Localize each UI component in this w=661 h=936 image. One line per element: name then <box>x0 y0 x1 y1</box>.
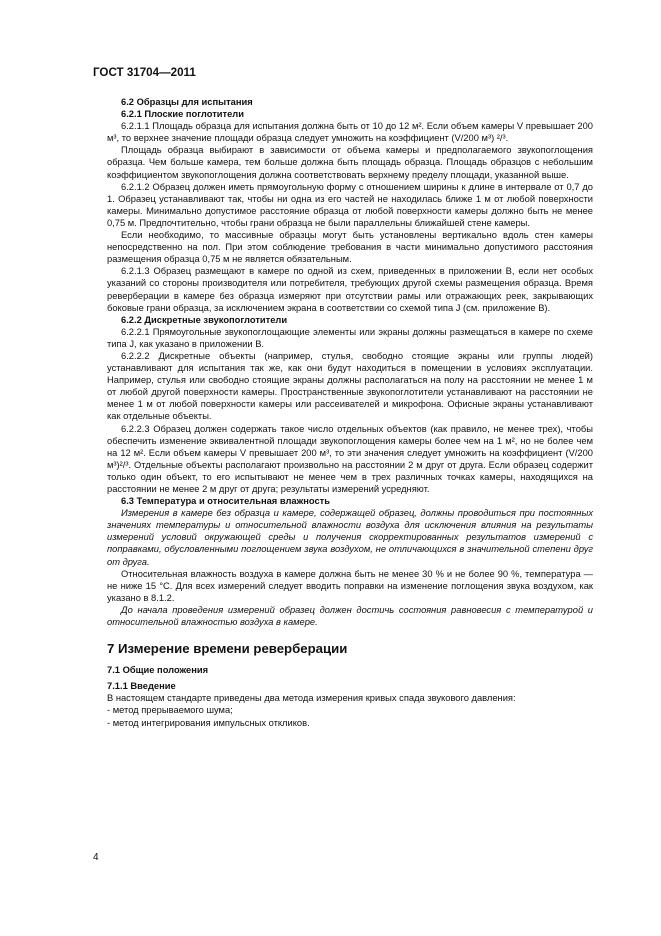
page-content <box>107 96 593 729</box>
paragraph-6-2-1-2b: Если необходимо, то массивные образцы могут быть установлены вертикально вдоль стен камеры непосредственно на пол. При этом соблюдение требования в части минимально допустимого расстояния размещения образца 0,75 м не является обязательным. <box>107 230 593 265</box>
section-7-1-1-title: 7.1.1 Введение <box>107 681 176 692</box>
section-7-1-title: 7.1 Общие положения <box>107 665 209 676</box>
section-7-title: 7 Измерение времени реверберации <box>107 641 348 657</box>
section-6-2-1-title: 6.2.1 Плоские поглотители <box>121 109 244 120</box>
paragraph-6-2-2-1: 6.2.2.1 Прямоугольные звукопоглощающие элементы или экраны должны размещаться в камере по схеме типа J, как указано в приложении В. <box>107 326 593 349</box>
section-6-2-title: 6.2 Образцы для испытания <box>121 97 253 107</box>
paragraph-6-2-1-1b: Площадь образца выбирают в зависимости от объема камеры и предполагаемого звукопоглощения образца. Чем больше камера, тем больше должна быть площадь образца. Площадь образцов с небольшим коэффициентом звукопоглощения должна соответствовать верхнему пределу площади, указанной выше. <box>107 145 593 180</box>
paragraph-6-2-1-3: 6.2.1.3 Образец размещают в камере по одной из схем, приведенных в приложении В, если нет особых указаний со стороны производителя или потребителя, требующих другой схемы размещения образца. Время реверберации в камере без образца измеряют при отсутствии рамы или отражающих реек, закрывающих боковые грани образца, за исключением экрана в соответствии со схемой типа J (см. приложение В). <box>107 266 593 313</box>
running-header: ГОСТ 31704—2011 <box>93 66 196 79</box>
paragraph-6-2-1-2: 6.2.1.2 Образец должен иметь прямоугольную форму с отношением ширины к длине в интервале от 0,7 до 1. Образец устанавливают так, чтобы ни одна из его частей не находилась ближе 1 м от любой поверхности камеры. Минимально допустимое расстояние образца от любой поверхности камеры должно быть не менее 0,75 м. Предпочтительно, чтобы грани образца не были параллельны ближайшей стене камеры. <box>107 181 593 228</box>
paragraph-6-2-2-3: 6.2.2.3 Образец должен содержать такое число отдельных объектов (как правило, не менее трех), чтобы обеспечить изменение эквивалентной площади звукопоглощения камеры более чем на 1 м², но не более чем на 12 м². Если объем камеры V превышает 200 м³, то эти значения следует умножить на коэффициент (V/200 м³)²/³. Отдельные объекты располагают произвольно на расстоянии 2 м друг от друга. Если образец содержит только один объект, то его испытывают не менее чем в трех различных точках камеры, находящихся на расстоянии не менее 2 м друг от друга; результаты измерений усредняют. <box>107 423 593 494</box>
paragraph-6-3-c: До начала проведения измерений образец должен достичь состояния равновесия с температурой и относительной влажностью воздуха в камере. <box>107 604 593 628</box>
paragraph-6-2-1-1: 6.2.1.1 Площадь образца для испытания должна быть от 10 до 12 м². Если объем камеры V превышает 200 м³, то верхнее значение площади образца следует умножить на коэффициент (V/200 м³) ²/³. <box>107 121 593 144</box>
section-6-3-title: 6.3 Температура и относительная влажность <box>121 496 330 507</box>
paragraph-6-3-a: Измерения в камере без образца и камере, содержащей образец, должны проводиться при постоянных значениях температуры и относительной влажности воздуха для исключения влияния на результаты измерений условий окружающей среды и получения скорректированных результатов измерений с поправками, обусловленными поглощением звука воздухом, не отличающихся в значительной степени друг от друга. <box>107 508 593 567</box>
paragraph-7-1-1: В настоящем стандарте приведены два метода измерения кривых спада звукового давления: <box>107 693 516 704</box>
section-6-2-2-title: 6.2.2 Дискретные звукопоглотители <box>121 314 288 325</box>
list-item-1: - метод прерываемого шума; <box>107 705 233 716</box>
list-item-2: - метод интегрирования импульсных откликов. <box>107 717 310 728</box>
paragraph-6-3-b: Относительная влажность воздуха в камере должна быть не менее 30 % и не более 90 %, температура — не ниже 15 °С. Для всех измерений следует вводить поправки на изменение поглощения звука воздухом, как указано в 8.1.2. <box>107 568 593 603</box>
paragraph-6-2-2-2: 6.2.2.2 Дискретные объекты (например, стулья, свободно стоящие экраны или группы людей) устанавливают для испытания так же, как они будут находиться в помещении в условиях эксплуатации. Например, стулья или свободно стоящие экраны должны располагаться на полу на расстоянии не менее 1 м от любой другой поверхности камеры. Пространственные звукопоглотители устанавливают на расстоянии не менее 1 м от любой поверхности камеры или рассеивателей и микрофона. Офисные экраны устанавливают как отдельные объекты. <box>107 350 593 422</box>
page-number: 4 <box>93 852 99 863</box>
